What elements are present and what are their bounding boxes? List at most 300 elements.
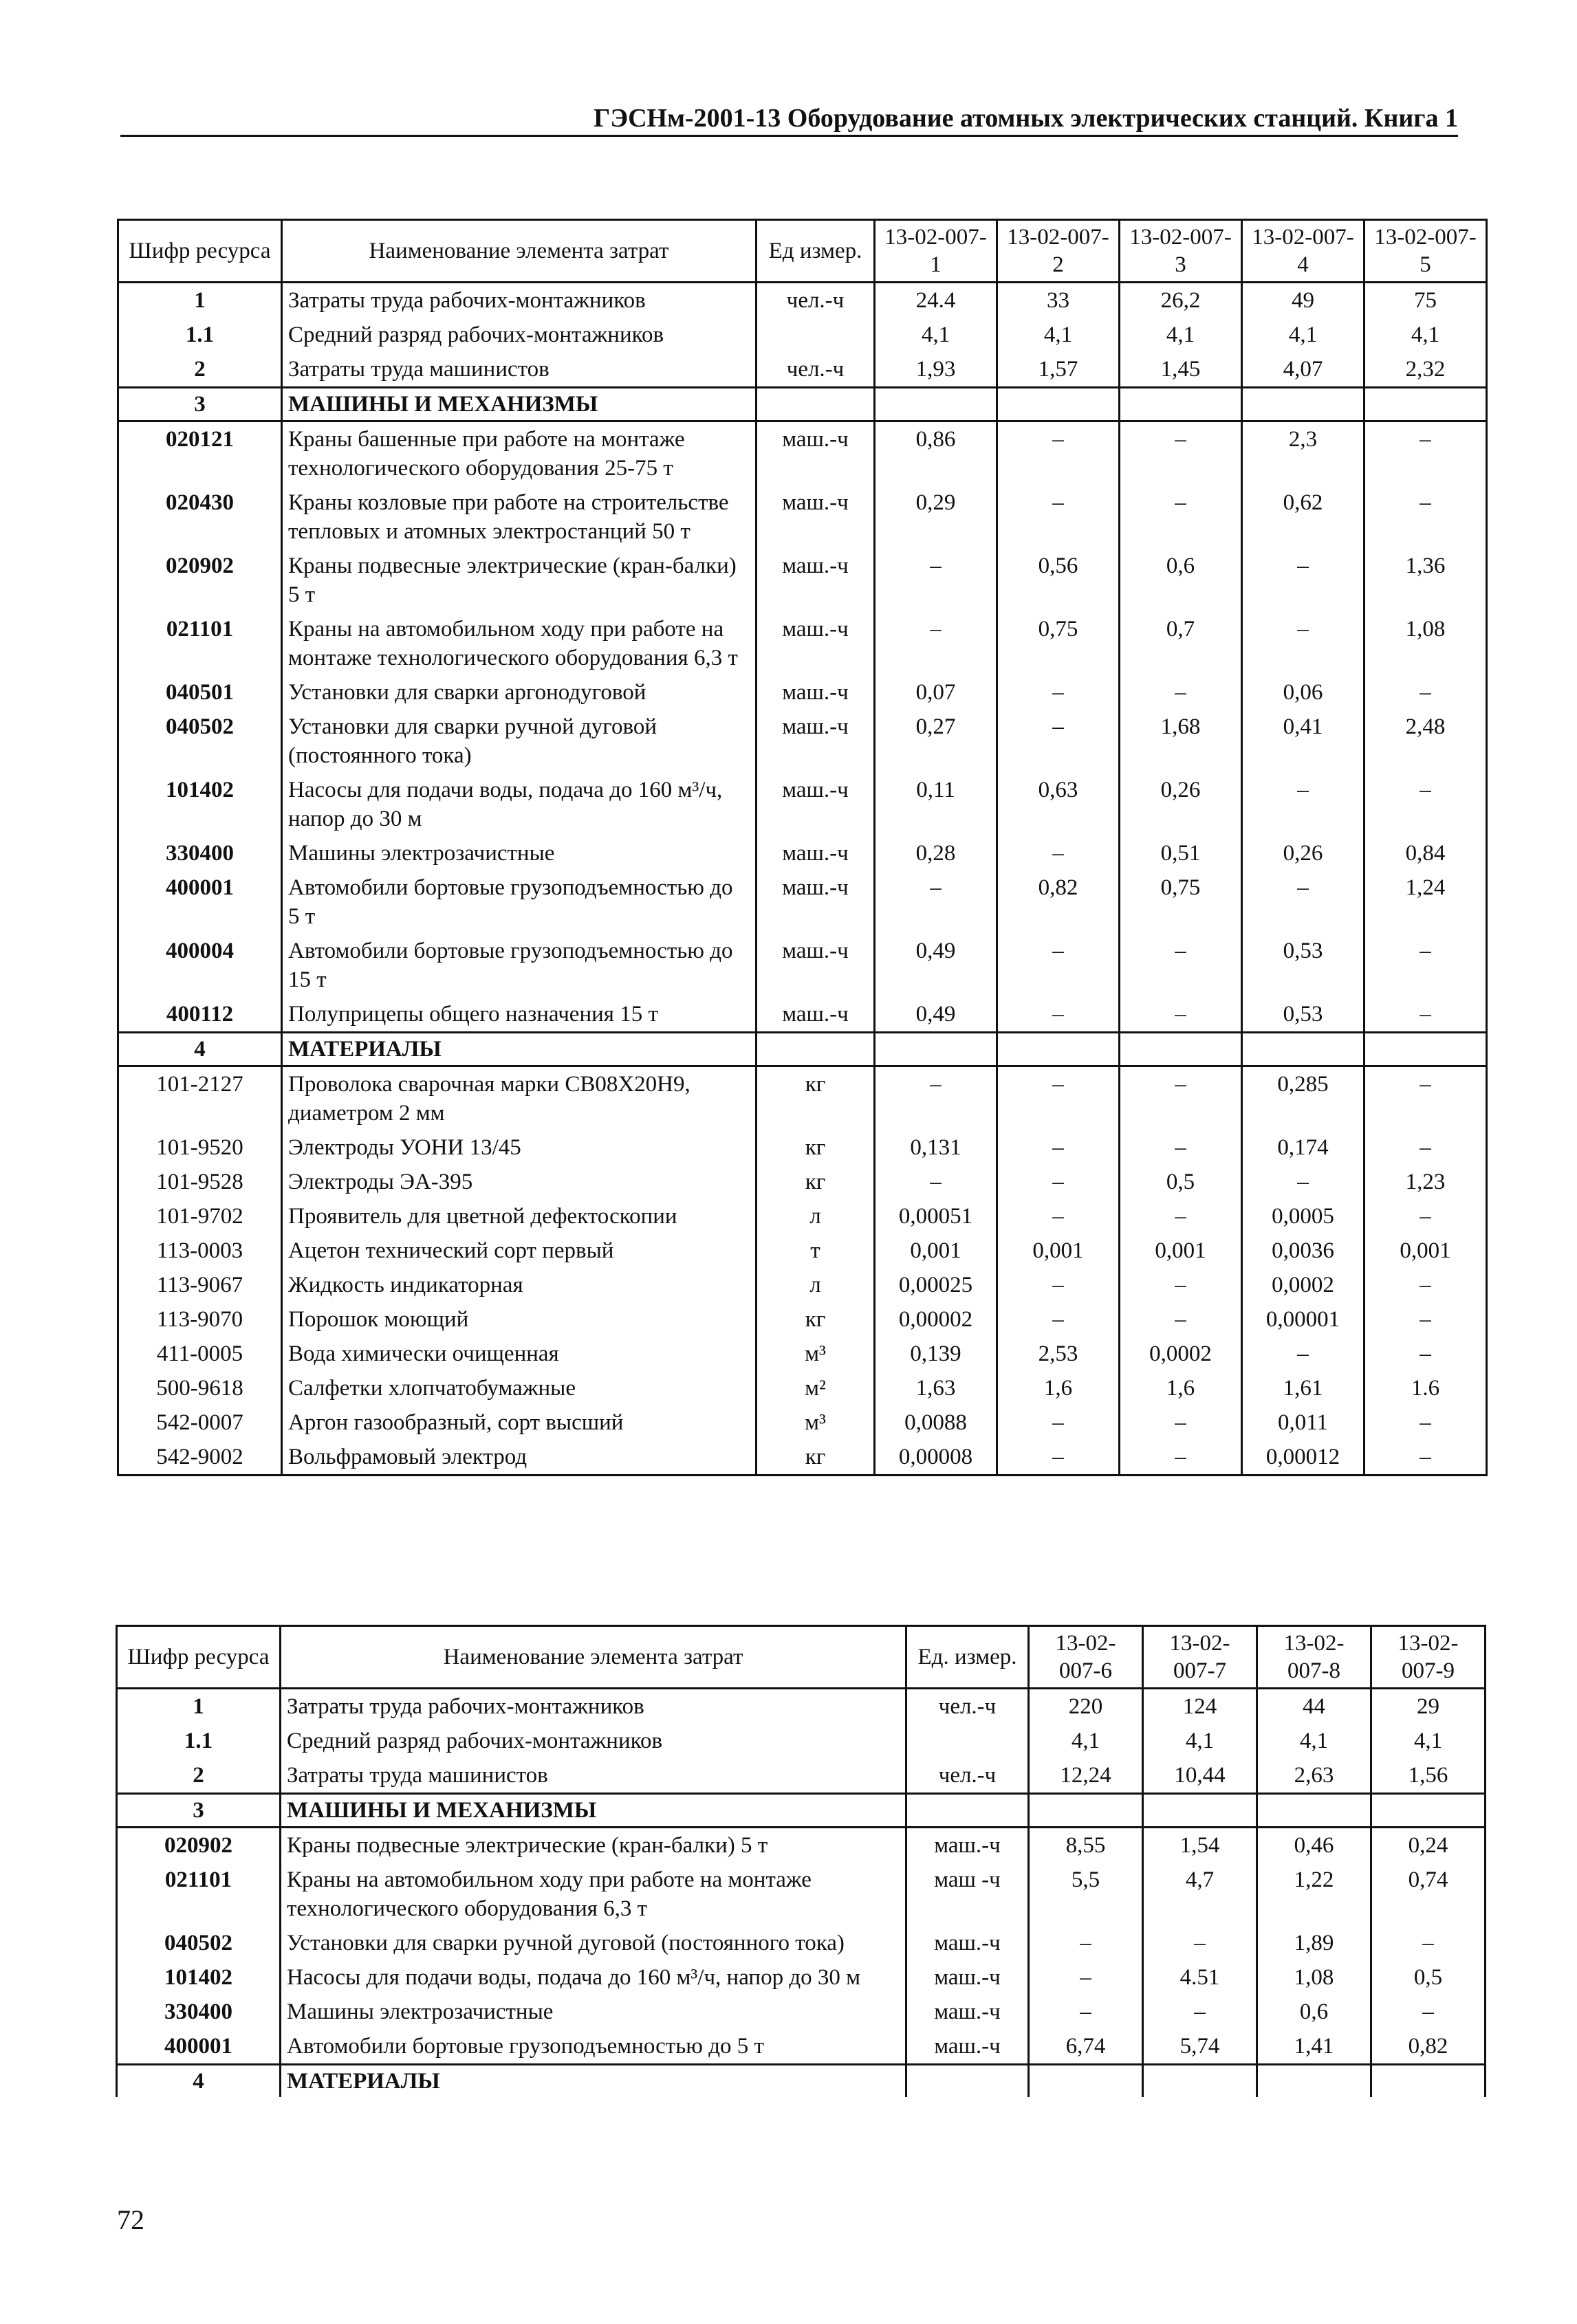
section-row (117, 1794, 1486, 1828)
table-row (118, 318, 1487, 352)
unit-cell: м³ (757, 1337, 875, 1371)
value-cell: 1,61 (1242, 1371, 1364, 1405)
value-cell: 1,93 (875, 352, 997, 388)
unit-cell: маш.-ч (757, 836, 875, 870)
value-cell: 1,6 (997, 1371, 1120, 1405)
value-cell (1029, 2065, 1143, 2098)
value-cell: 0,0002 (1242, 1268, 1364, 1302)
table-header (118, 220, 1487, 283)
value-cell: 0,75 (1120, 870, 1242, 934)
value-cell: 1,24 (1364, 870, 1487, 934)
table-row (117, 1689, 1486, 1724)
value-cell: 0,11 (875, 773, 997, 836)
value-cell: 1,08 (1257, 1960, 1371, 1995)
table-row (118, 1371, 1487, 1405)
resource-code-cell: 3 (117, 1794, 281, 1828)
value-cell: – (875, 1165, 997, 1199)
value-cell (997, 388, 1120, 421)
value-cell (1371, 2065, 1486, 2098)
value-cell: – (997, 675, 1120, 710)
value-cell: 49 (1242, 283, 1364, 318)
value-cell: 0,26 (1242, 836, 1364, 870)
value-cell: 0,00008 (875, 1440, 997, 1476)
value-cell (1242, 388, 1364, 421)
value-cell: – (1242, 1165, 1364, 1199)
value-cell (1364, 1033, 1487, 1066)
value-cell: 0,84 (1364, 836, 1487, 870)
value-cell: 0,49 (875, 934, 997, 997)
value-cell: – (1120, 1268, 1242, 1302)
value-cell: – (1364, 773, 1487, 836)
value-cell: – (1364, 1302, 1487, 1337)
value-cell: 0,86 (875, 421, 997, 486)
unit-cell: маш.-ч (757, 710, 875, 773)
resource-code-cell: 020121 (118, 421, 282, 486)
value-cell: 0,001 (875, 1234, 997, 1268)
resource-code-cell: 113-9067 (118, 1268, 282, 1302)
unit-cell: маш.-ч (906, 1828, 1029, 1863)
value-cell: 4,1 (1120, 318, 1242, 352)
table-row (118, 1130, 1487, 1165)
cost-element-name-cell: Средний разряд рабочих-монтажников (281, 1724, 906, 1758)
resource-code-cell: 021101 (117, 1863, 281, 1926)
value-cell: – (997, 710, 1120, 773)
resource-code-cell: 101-9528 (118, 1165, 282, 1199)
cost-element-name-cell: Краны подвесные электрические (кран-балки) 5 т (282, 549, 757, 612)
cost-element-name-cell: Ацетон технический сорт первый (282, 1234, 757, 1268)
value-cell: – (1364, 675, 1487, 710)
value-cell: 44 (1257, 1689, 1371, 1724)
value-cell: – (1120, 934, 1242, 997)
resource-code-cell: 113-0003 (118, 1234, 282, 1268)
value-cell: 0,53 (1242, 934, 1364, 997)
cost-element-name-cell: Полуприцепы общего назначения 15 т (282, 997, 757, 1033)
table-row (118, 675, 1487, 710)
table-body (117, 1689, 1486, 2098)
table-row (117, 1758, 1486, 1794)
cost-element-name-cell: Электроды ЭА-395 (282, 1165, 757, 1199)
value-cell: – (1242, 1337, 1364, 1371)
cost-element-name-cell: Автомобили бортовые грузоподъемностью до 5 т (282, 870, 757, 934)
cost-element-name-cell: Краны подвесные электрические (кран-балки) 5 т (281, 1828, 906, 1863)
value-cell: – (1364, 1268, 1487, 1302)
value-cell: – (875, 1066, 997, 1131)
value-cell (875, 388, 997, 421)
value-cell: 1,41 (1257, 2029, 1371, 2065)
section-row (118, 1033, 1487, 1066)
resource-code-cell: 101-2127 (118, 1066, 282, 1131)
value-cell: 26,2 (1120, 283, 1242, 318)
table-row (118, 870, 1487, 934)
unit-cell: маш.-ч (906, 2029, 1029, 2065)
value-cell: – (997, 997, 1120, 1033)
cost-element-name-cell: Порошок моющий (282, 1302, 757, 1337)
value-cell: 0,0002 (1120, 1337, 1242, 1371)
header-col: 13-02-007-1 (875, 220, 997, 283)
unit-cell: маш.-ч (757, 612, 875, 675)
value-cell: – (1364, 421, 1487, 486)
value-cell: 1,22 (1257, 1863, 1371, 1926)
table-row (118, 549, 1487, 612)
unit-cell (757, 1033, 875, 1066)
cost-element-name-cell: Аргон газообразный, сорт высший (282, 1405, 757, 1440)
unit-cell: л (757, 1199, 875, 1234)
unit-cell (906, 1724, 1029, 1758)
resource-table-1 (117, 219, 1488, 1476)
unit-cell: маш.-ч (757, 870, 875, 934)
table-row (118, 710, 1487, 773)
header-code: Шифр ресурса (118, 220, 282, 283)
value-cell: – (1364, 997, 1487, 1033)
table-row (117, 1926, 1486, 1960)
value-cell: 0,41 (1242, 710, 1364, 773)
resource-code-cell: 330400 (118, 836, 282, 870)
value-cell: 0,24 (1371, 1828, 1486, 1863)
value-cell (1120, 388, 1242, 421)
value-cell: – (1120, 1130, 1242, 1165)
unit-cell: маш.-ч (757, 675, 875, 710)
value-cell: 1,54 (1143, 1828, 1257, 1863)
value-cell: 4,1 (1143, 1724, 1257, 1758)
value-cell (875, 1033, 997, 1066)
value-cell: 0,82 (997, 870, 1120, 934)
unit-cell: кг (757, 1066, 875, 1131)
value-cell: 0,06 (1242, 675, 1364, 710)
table-row (117, 1960, 1486, 1995)
cost-element-name-cell: МАТЕРИАЛЫ (281, 2065, 906, 2098)
cost-element-name-cell: Затраты труда машинистов (281, 1758, 906, 1794)
value-cell: 0,6 (1120, 549, 1242, 612)
table-row (117, 2029, 1486, 2065)
cost-element-name-cell: Краны башенные при работе на монтаже технологического оборудования 25-75 т (282, 421, 757, 486)
table-row (118, 1440, 1487, 1476)
cost-element-name-cell: Проявитель для цветной дефектоскопии (282, 1199, 757, 1234)
value-cell: 0,63 (997, 773, 1120, 836)
cost-element-name-cell: Насосы для подачи воды, подача до 160 м³/ч, напор до 30 м (281, 1960, 906, 1995)
value-cell: – (997, 836, 1120, 870)
resource-code-cell: 021101 (118, 612, 282, 675)
cost-element-name-cell: МАШИНЫ И МЕХАНИЗМЫ (282, 388, 757, 421)
value-cell: 2,63 (1257, 1758, 1371, 1794)
unit-cell: чел.-ч (757, 352, 875, 388)
unit-cell: кг (757, 1165, 875, 1199)
cost-element-name-cell: Проволока сварочная марки СВ08Х20Н9, диаметром 2 мм (282, 1066, 757, 1131)
resource-code-cell: 101402 (117, 1960, 281, 1995)
document-title: ГЭСНм-2001-13 Оборудование атомных электрических станций. Книга 1 (594, 104, 1458, 133)
value-cell: 0,5 (1120, 1165, 1242, 1199)
value-cell (1143, 1794, 1257, 1828)
value-cell (1371, 1794, 1486, 1828)
cost-element-name-cell: Вода химически очищенная (282, 1337, 757, 1371)
value-cell: 0,00012 (1242, 1440, 1364, 1476)
resource-code-cell: 1.1 (117, 1724, 281, 1758)
table-row (117, 1995, 1486, 2029)
value-cell: – (1242, 549, 1364, 612)
unit-cell: маш.-ч (757, 549, 875, 612)
value-cell: 0,131 (875, 1130, 997, 1165)
value-cell: 4,1 (1029, 1724, 1143, 1758)
resource-code-cell: 542-0007 (118, 1405, 282, 1440)
value-cell: 0,0036 (1242, 1234, 1364, 1268)
value-cell: 0,53 (1242, 997, 1364, 1033)
value-cell: – (1120, 1302, 1242, 1337)
value-cell: – (875, 549, 997, 612)
value-cell: 2,48 (1364, 710, 1487, 773)
value-cell: 0,00025 (875, 1268, 997, 1302)
value-cell (1143, 2065, 1257, 2098)
value-cell: 0,51 (1120, 836, 1242, 870)
value-cell: 0,27 (875, 710, 997, 773)
resource-code-cell: 400112 (118, 997, 282, 1033)
cost-element-name-cell: Электроды УОНИ 13/45 (282, 1130, 757, 1165)
value-cell: – (1364, 1440, 1487, 1476)
resource-code-cell: 101-9520 (118, 1130, 282, 1165)
value-cell: 0,62 (1242, 485, 1364, 549)
header-name: Наименование элемента затрат (281, 1626, 906, 1689)
table-row (118, 1302, 1487, 1337)
resource-code-cell: 4 (117, 2065, 281, 2098)
table-row (118, 283, 1487, 318)
value-cell (1364, 388, 1487, 421)
unit-cell (906, 2065, 1029, 2098)
resource-code-cell: 020902 (117, 1828, 281, 1863)
value-cell (997, 1033, 1120, 1066)
table-row (118, 1234, 1487, 1268)
unit-cell (906, 1794, 1029, 1828)
value-cell: 1,23 (1364, 1165, 1487, 1199)
table-row (118, 485, 1487, 549)
value-cell: – (1143, 1926, 1257, 1960)
value-cell: – (1364, 485, 1487, 549)
unit-cell: чел.-ч (906, 1689, 1029, 1724)
value-cell (1120, 1033, 1242, 1066)
resource-code-cell: 2 (118, 352, 282, 388)
value-cell: 220 (1029, 1689, 1143, 1724)
value-cell: 0,00001 (1242, 1302, 1364, 1337)
value-cell: – (997, 1405, 1120, 1440)
cost-element-name-cell: Затраты труда рабочих-монтажников (282, 283, 757, 318)
unit-cell: т (757, 1234, 875, 1268)
value-cell: – (1029, 1926, 1143, 1960)
value-cell: – (1242, 612, 1364, 675)
unit-cell: кг (757, 1130, 875, 1165)
value-cell: 0,0088 (875, 1405, 997, 1440)
resource-code-cell: 040502 (117, 1926, 281, 1960)
table-row (117, 1724, 1486, 1758)
resource-code-cell: 400001 (117, 2029, 281, 2065)
value-cell: 0,001 (1364, 1234, 1487, 1268)
value-cell: – (997, 1268, 1120, 1302)
table-row (118, 934, 1487, 997)
cost-element-name-cell: Автомобили бортовые грузоподъемностью до 15 т (282, 934, 757, 997)
value-cell: – (1242, 870, 1364, 934)
value-cell: 0,174 (1242, 1130, 1364, 1165)
table-row (118, 1268, 1487, 1302)
value-cell: 0,26 (1120, 773, 1242, 836)
resource-code-cell: 2 (117, 1758, 281, 1794)
value-cell: 12,24 (1029, 1758, 1143, 1794)
resource-code-cell: 3 (118, 388, 282, 421)
value-cell: – (1364, 1066, 1487, 1131)
unit-cell: чел.-ч (906, 1758, 1029, 1794)
value-cell: – (1120, 485, 1242, 549)
value-cell: 0,46 (1257, 1828, 1371, 1863)
value-cell: – (1364, 934, 1487, 997)
resource-code-cell: 101402 (118, 773, 282, 836)
value-cell: 1,68 (1120, 710, 1242, 773)
value-cell: – (997, 1066, 1120, 1131)
header-col: 13-02-007-6 (1029, 1626, 1143, 1689)
value-cell: – (1371, 1926, 1486, 1960)
value-cell: – (997, 1302, 1120, 1337)
value-cell: – (1029, 1995, 1143, 2029)
unit-cell: маш.-ч (757, 997, 875, 1033)
resource-code-cell: 040501 (118, 675, 282, 710)
cost-element-name-cell: Краны на автомобильном ходу при работе на монтаже технологического оборудования 6,3 т (281, 1863, 906, 1926)
value-cell: – (1371, 1995, 1486, 2029)
resource-code-cell: 040502 (118, 710, 282, 773)
value-cell: – (1120, 421, 1242, 486)
header-col: 13-02-007-7 (1143, 1626, 1257, 1689)
cost-element-name-cell: Установки для сварки ручной дуговой (постоянного тока) (282, 710, 757, 773)
table-row (118, 836, 1487, 870)
header-unit: Ед измер. (757, 220, 875, 283)
value-cell: 5,5 (1029, 1863, 1143, 1926)
value-cell: 4,1 (875, 318, 997, 352)
value-cell: – (997, 1130, 1120, 1165)
header-col: 13-02-007-3 (1120, 220, 1242, 283)
unit-cell: кг (757, 1302, 875, 1337)
cost-element-name-cell: Средний разряд рабочих-монтажников (282, 318, 757, 352)
resource-code-cell: 400001 (118, 870, 282, 934)
value-cell: – (997, 1165, 1120, 1199)
cost-element-name-cell: Вольфрамовый электрод (282, 1440, 757, 1476)
table-row (118, 1199, 1487, 1234)
resource-code-cell: 330400 (117, 1995, 281, 2029)
cost-element-name-cell: МАТЕРИАЛЫ (282, 1033, 757, 1066)
cost-element-name-cell: МАШИНЫ И МЕХАНИЗМЫ (281, 1794, 906, 1828)
value-cell: 4.51 (1143, 1960, 1257, 1995)
value-cell: 2,32 (1364, 352, 1487, 388)
value-cell: – (875, 612, 997, 675)
cost-element-name-cell: Жидкость индикаторная (282, 1268, 757, 1302)
resource-code-cell: 1 (117, 1689, 281, 1724)
table-row (117, 1863, 1486, 1926)
value-cell: 1,6 (1120, 1371, 1242, 1405)
value-cell (1242, 1033, 1364, 1066)
table-row (118, 1337, 1487, 1371)
value-cell: 4,07 (1242, 352, 1364, 388)
unit-cell: маш.-ч (757, 773, 875, 836)
page-number: 72 (117, 2204, 144, 2235)
value-cell: 1.6 (1364, 1371, 1487, 1405)
value-cell: – (997, 421, 1120, 486)
header-col: 13-02-007-4 (1242, 220, 1364, 283)
value-cell: 1,36 (1364, 549, 1487, 612)
value-cell: 2,3 (1242, 421, 1364, 486)
table-row (118, 773, 1487, 836)
unit-cell: м² (757, 1371, 875, 1405)
table-row (117, 1828, 1486, 1863)
value-cell: 0,49 (875, 997, 997, 1033)
value-cell: – (1364, 1405, 1487, 1440)
value-cell: – (1120, 1405, 1242, 1440)
value-cell: 8,55 (1029, 1828, 1143, 1863)
header-col: 13-02-007-9 (1371, 1626, 1486, 1689)
header-col: 13-02-007-8 (1257, 1626, 1371, 1689)
resource-code-cell: 411-0005 (118, 1337, 282, 1371)
unit-cell: маш.-ч (906, 1926, 1029, 1960)
resource-code-cell: 1 (118, 283, 282, 318)
value-cell: 0,139 (875, 1337, 997, 1371)
value-cell: 0,285 (1242, 1066, 1364, 1131)
table-row (118, 1066, 1487, 1131)
value-cell (1257, 1794, 1371, 1828)
value-cell: 24.4 (875, 283, 997, 318)
value-cell: 4,7 (1143, 1863, 1257, 1926)
value-cell: 0,6 (1257, 1995, 1371, 2029)
resource-code-cell: 500-9618 (118, 1371, 282, 1405)
cost-element-name-cell: Затраты труда рабочих-монтажников (281, 1689, 906, 1724)
cost-element-name-cell: Краны козловые при работе на строительстве тепловых и атомных электростанций 50 т (282, 485, 757, 549)
value-cell (1257, 2065, 1371, 2098)
value-cell: 0,011 (1242, 1405, 1364, 1440)
table-row (118, 1165, 1487, 1199)
table-row (118, 1405, 1487, 1440)
value-cell: – (997, 1199, 1120, 1234)
value-cell: 0,29 (875, 485, 997, 549)
value-cell: 1,45 (1120, 352, 1242, 388)
resource-code-cell: 542-9002 (118, 1440, 282, 1476)
cost-element-name-cell: Салфетки хлопчатобумажные (282, 1371, 757, 1405)
unit-cell: маш.-ч (757, 934, 875, 997)
unit-cell (757, 388, 875, 421)
value-cell: – (997, 485, 1120, 549)
cost-element-name-cell: Насосы для подачи воды, подача до 160 м³/ч, напор до 30 м (282, 773, 757, 836)
resource-code-cell: 4 (118, 1033, 282, 1066)
unit-cell: маш.-ч (906, 1960, 1029, 1995)
value-cell: – (1120, 997, 1242, 1033)
value-cell: 0,00002 (875, 1302, 997, 1337)
cost-element-name-cell: Машины электрозачистные (281, 1995, 906, 2029)
value-cell: 0,07 (875, 675, 997, 710)
value-cell: 1,89 (1257, 1926, 1371, 1960)
value-cell: 1,57 (997, 352, 1120, 388)
resource-code-cell: 400004 (118, 934, 282, 997)
value-cell: 124 (1143, 1689, 1257, 1724)
header-unit: Ед. измер. (906, 1626, 1029, 1689)
value-cell: 33 (997, 283, 1120, 318)
unit-cell: кг (757, 1440, 875, 1476)
cost-element-name-cell: Установки для сварки ручной дуговой (постоянного тока) (281, 1926, 906, 1960)
value-cell: – (997, 1440, 1120, 1476)
resource-table-2 (116, 1625, 1486, 2097)
value-cell: 4,1 (997, 318, 1120, 352)
resource-code-cell: 020430 (118, 485, 282, 549)
value-cell: 0,001 (997, 1234, 1120, 1268)
value-cell: – (1029, 1960, 1143, 1995)
value-cell: – (1364, 1337, 1487, 1371)
resource-code-cell: 1.1 (118, 318, 282, 352)
value-cell: 0,001 (1120, 1234, 1242, 1268)
value-cell: 10,44 (1143, 1758, 1257, 1794)
unit-cell (757, 318, 875, 352)
value-cell: 0,28 (875, 836, 997, 870)
value-cell: 75 (1364, 283, 1487, 318)
resource-code-cell: 020902 (118, 549, 282, 612)
value-cell: 1,08 (1364, 612, 1487, 675)
unit-cell: маш -ч (906, 1863, 1029, 1926)
